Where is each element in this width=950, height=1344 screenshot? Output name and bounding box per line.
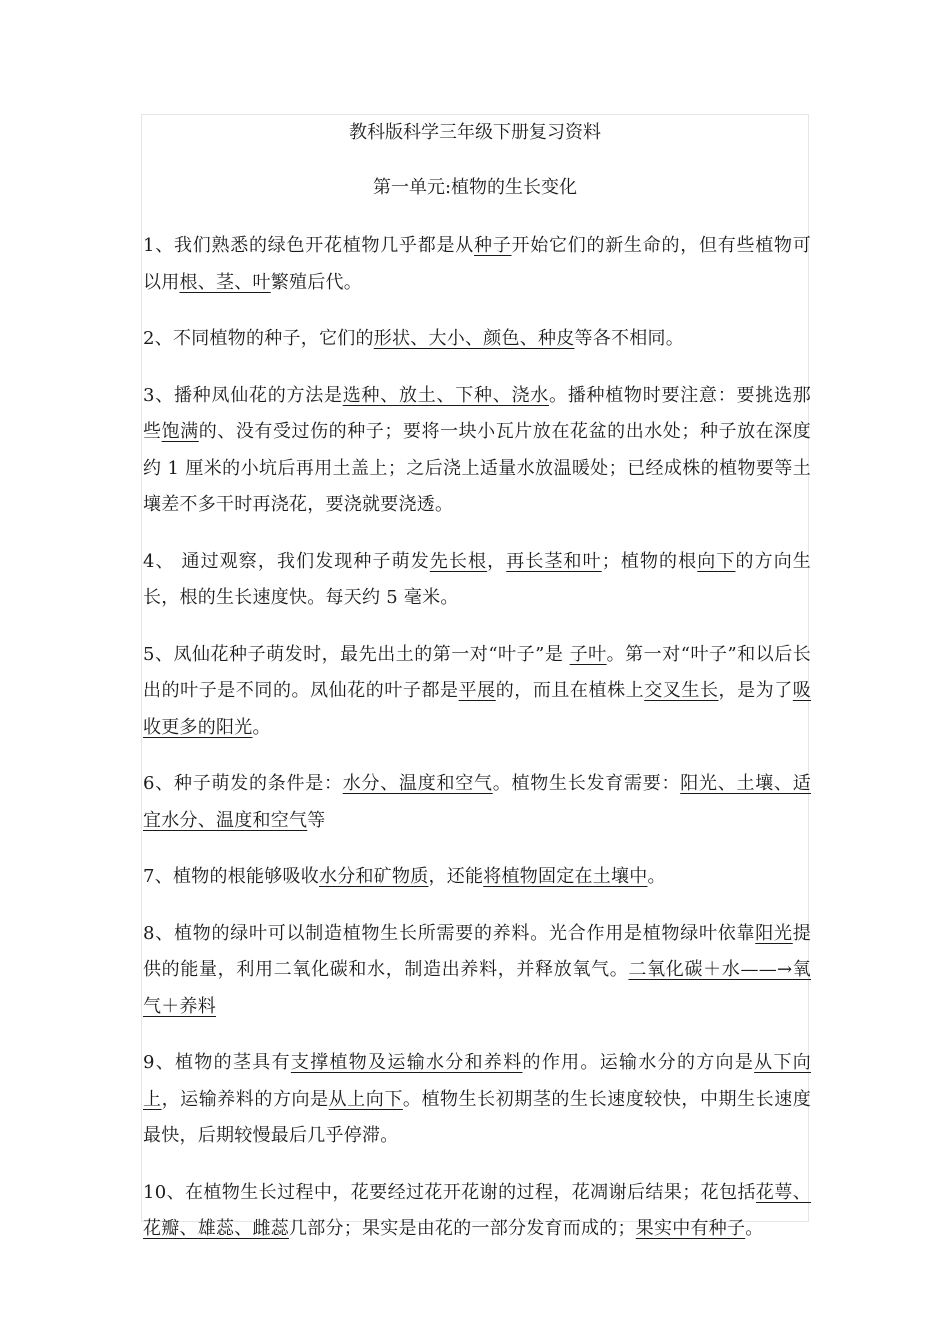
underlined-answer: 将植物固定在土壤中 [483, 866, 648, 887]
underlined-answer: 从下向上 [143, 1052, 812, 1110]
paragraph-text: 5、凤仙花种子萌发时，最先出土的第一对“叶子”是 [143, 643, 570, 665]
paragraph-5 [143, 637, 811, 747]
underlined-answer: 果实中有种子 [635, 1218, 746, 1239]
paragraph-list [143, 228, 811, 1268]
paragraph-7 [143, 859, 811, 896]
paragraph-3 [143, 378, 811, 524]
paragraph-8 [143, 916, 811, 1026]
paragraph-text: 4、 通过观察，我们发现种子萌发 [143, 550, 430, 572]
underlined-answer: 水分和矿物质 [318, 866, 429, 887]
paragraph-text: ，还能 [428, 866, 484, 887]
underlined-answer: 先长根 [429, 550, 488, 572]
paragraph-text: 繁殖后代。 [270, 271, 362, 293]
underlined-answer: 支撑植物及运输水分和养料 [290, 1052, 523, 1073]
paragraph-text: 的、没有受过伤的种子；要将一块小瓦片放在花盆的出水处；种子放在深度约 1 厘米的小坑后再用土盖上；之后浇上适量水放温暖处；已经成株的植物要等土壤差不多干时再浇花，要浇就要浇透。 [143, 421, 812, 515]
paragraph-text: 提供的能量，利用二氧化碳和水，制造出养料，并释放氧气。 [143, 922, 812, 980]
underlined-answer: 花萼、花瓣、雄蕊、雌蕊 [143, 1181, 812, 1239]
underlined-answer: 根、茎、叶 [179, 271, 271, 293]
paragraph-text: 。 [252, 716, 271, 738]
underlined-answer: 饱满 [161, 421, 199, 442]
underlined-answer: 二氧化碳＋水——→氧气＋养料 [143, 959, 812, 1017]
paragraph-text: ，运输养料的方向是 [161, 1088, 329, 1110]
paragraph-text: ， [487, 550, 507, 572]
underlined-answer: 阳光 [755, 922, 793, 944]
paragraph-text: 。第一对“叶子”和以后长出的叶子是不同的。凤仙花的叶子都是 [143, 643, 812, 701]
underlined-answer: 水分、温度和空气 [342, 773, 493, 794]
underlined-answer: 向下 [697, 550, 736, 572]
paragraph-text: 。植物生长发育需要： [492, 773, 681, 794]
underlined-answer: 子叶 [569, 643, 607, 665]
underlined-answer: 形状、大小、颜色、种皮 [373, 328, 575, 349]
paragraph-text: 3、播种凤仙花的方法是 [143, 384, 343, 406]
paragraph-text: 的，而且在植株上 [495, 680, 645, 701]
paragraph-text: 1、我们熟悉的绿色开花植物几乎都是从 [143, 235, 474, 256]
underlined-answer: 吸收更多的阳光 [143, 680, 812, 738]
paragraph-text: 的方向生长，根的生长速度快。每天约 5 毫米。 [143, 550, 812, 608]
paragraph-text: 几部分；果实是由花的一部分发育而成的； [289, 1218, 636, 1239]
underlined-answer: 阳光、土壤、适宜水分、温度和空气 [143, 773, 812, 831]
paragraph-10 [143, 1175, 811, 1248]
paragraph-text: 等 [307, 809, 326, 831]
paragraph-text: 的作用。运输水分的方向是 [522, 1052, 755, 1073]
paragraph-text: 2、不同植物的种子，它们的 [143, 328, 374, 349]
underlined-answer: 交叉生长 [644, 680, 719, 701]
paragraph-2 [143, 321, 811, 358]
paragraph-text: 7、植物的根能够吸收 [143, 866, 319, 887]
paragraph-text: 9、植物的茎具有 [143, 1052, 291, 1073]
paragraph-1 [143, 228, 811, 301]
unit-title: 第一单元:植物的生长变化 [372, 177, 578, 198]
paragraph-text: ；植物的根 [601, 550, 698, 572]
paragraph-text: ，是为了 [718, 680, 793, 701]
underlined-answer: 再长茎和叶 [506, 550, 602, 572]
paragraph-6 [143, 766, 811, 839]
paragraph-9 [143, 1045, 811, 1155]
paragraph-4 [143, 544, 811, 617]
document-title: 教科版科学三年级下册复习资料 [349, 122, 601, 143]
underlined-answer: 从上向下 [328, 1088, 403, 1110]
paragraph-text: 。播种植物时要注意：要挑选那些 [143, 384, 812, 442]
paragraph-text: 。 [745, 1218, 764, 1239]
paragraph-text: 开始它们的新生命的，但有些植物可以用 [143, 235, 812, 293]
underlined-answer: 选种、放土、下种、浇水 [342, 384, 549, 406]
paragraph-text: 。 [647, 866, 666, 887]
paragraph-text: 。植物生长初期茎的生长速度较快，中期生长速度最快，后期较慢最后几乎停滞。 [143, 1088, 812, 1146]
paragraph-text: 8、植物的绿叶可以制造植物生长所需要的养料。光合作用是植物绿叶依靠 [143, 922, 756, 944]
underlined-answer: 种子 [473, 235, 512, 256]
paragraph-text: 等各不相同。 [574, 328, 684, 349]
underlined-answer: 平展 [458, 680, 496, 701]
paragraph-text: 6、种子萌发的条件是： [143, 773, 343, 794]
paragraph-text: 10、在植物生长过程中，花要经过花开花谢的过程，花凋谢后结果；花包括 [143, 1181, 756, 1203]
